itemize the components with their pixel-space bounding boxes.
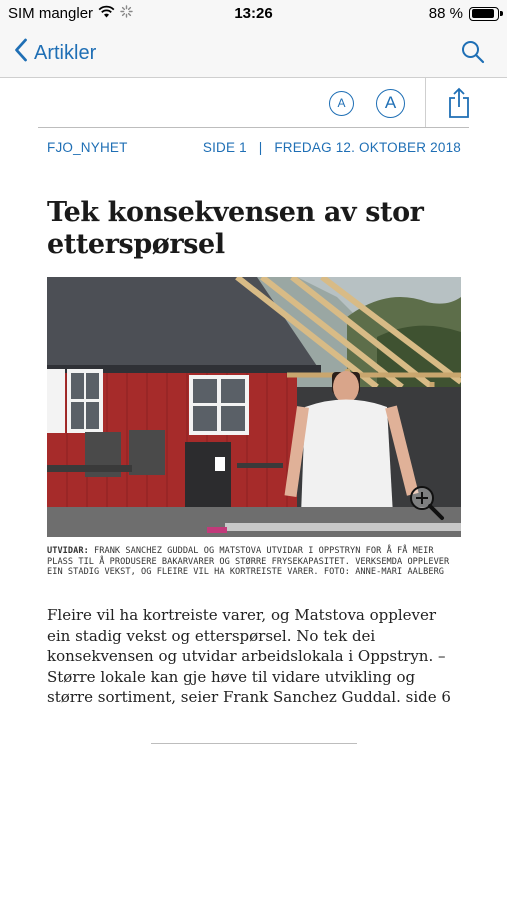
battery-percent: 88 % [428,5,463,22]
search-button[interactable] [461,40,485,69]
decrease-text-size-button[interactable]: A [329,91,354,116]
battery-cap [500,11,503,16]
chevron-left-icon [14,38,28,68]
section-label: FJO_NYHET [47,140,128,155]
page-and-date [203,140,461,155]
article-headline: Tek konsekvensen av stor etterspørsel [47,197,424,260]
battery-icon [469,7,499,21]
photo-illustration [47,277,461,537]
share-button[interactable] [447,87,471,124]
status-time: 13:26 [234,5,273,22]
toolbar-divider [425,78,426,128]
status-bar [0,0,507,28]
article-body: Fleire vil ha kortreiste varer, og Matstova opplever ein stadig vekst og etterspørsel. No tek dei konsekvensen og utvidar arbeidslokala i Oppstryn. – Større lokale kan gje høve til vidare utvikling og større sortiment, seier Frank Sanchez Guddal. side 6 [47,606,451,706]
article-end-divider [151,743,357,744]
status-right [429,5,499,22]
carrier-label: SIM mangler [8,5,94,22]
search-icon [461,51,485,68]
toolbar-rule [38,127,469,128]
date-label: FREDAG 12. OKTOBER 2018 [274,140,461,155]
share-icon [447,106,471,123]
page-label: SIDE 1 [202,140,247,155]
back-button[interactable] [14,38,96,68]
increase-text-size-button[interactable]: A [376,89,405,118]
article-photo[interactable] [47,277,461,537]
navigation-bar [0,28,507,78]
caption-label: UTVIDAR: [47,546,89,556]
photo-caption [47,546,461,578]
meta-separator: | [258,140,263,155]
caption-text: FRANK SANCHEZ GUDDAL OG MATSTOVA UTVIDAR I OPPSTRYN FOR Å FÅ MEIR PLASS TIL Å PRODUSERE BAKARVARER OG STØRRE FRYSEKAPASITET. VERKSEMDA OPPLEVER EIN STADIG VEKST, OG FLEIRE VIL HA KORTREISTE VARER. FOTO: ANNE-MARI AALBERG [47,546,450,578]
back-button-label: Artikler [34,41,97,64]
battery-fill [472,9,494,18]
zoom-in-icon[interactable] [408,484,448,524]
article-toolbar [0,78,507,128]
